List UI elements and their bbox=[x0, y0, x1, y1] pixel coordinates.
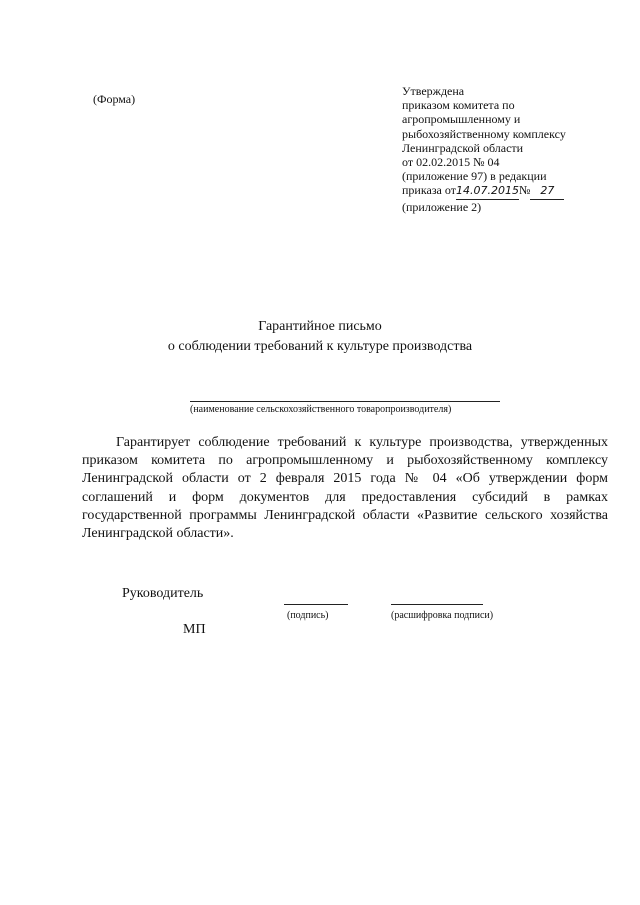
document-subtitle: о соблюдении требований к культуре производства bbox=[167, 339, 473, 354]
approval-line-7: (приложение 97) в редакции bbox=[402, 169, 547, 184]
number-sign: № bbox=[518, 183, 531, 198]
form-label: (Форма) bbox=[93, 92, 136, 106]
approval-line-3: агропромышленному и bbox=[402, 112, 521, 127]
approval-line-1: Утверждена bbox=[402, 84, 465, 98]
signature-caption: (подпись) bbox=[287, 610, 329, 621]
approval-line-9: (приложение 2) bbox=[402, 199, 482, 214]
producer-name-line bbox=[190, 401, 500, 402]
approval-line-5: Ленинградской области bbox=[402, 140, 524, 155]
guarantee-paragraph: Гарантирует соблюдение требований к культуре производства, утвержденных приказом комитета по агропромышленному и рыбохозяйственному комплексу Ленинградской области от 2 февраля 2015 года № 04 «Об утверждении форм соглашений и форм документов для предоставления субсидий в рамках государственной программы Ленинградской области «Развитие сельского хозяйства Ленинградской области». bbox=[82, 435, 608, 542]
signature-decoding-caption: (расшифровка подписи) bbox=[391, 610, 494, 621]
signature-line bbox=[284, 604, 348, 605]
producer-name-caption: (наименование сельскохозяйственного товаропроизводителя) bbox=[190, 404, 452, 415]
approval-line-6: от 02.02.2015 № 04 bbox=[402, 155, 500, 170]
handwritten-order-date: 14.07.2015 bbox=[456, 184, 519, 199]
document-title: Гарантийное письмо bbox=[258, 319, 382, 334]
letter-body bbox=[82, 434, 608, 543]
approval-line-2: приказом комитета по bbox=[402, 98, 515, 113]
signatory-role: Руководитель bbox=[122, 586, 204, 601]
stamp-place: МП bbox=[183, 622, 206, 637]
handwritten-order-number: 27 bbox=[530, 184, 564, 199]
approval-line-4: рыбохозяйственному комплексу bbox=[402, 126, 566, 141]
signature-decoding-line bbox=[391, 604, 483, 605]
approval-line-8 bbox=[402, 183, 566, 199]
order-prefix: приказа от bbox=[402, 183, 456, 198]
approval-block bbox=[402, 84, 566, 214]
